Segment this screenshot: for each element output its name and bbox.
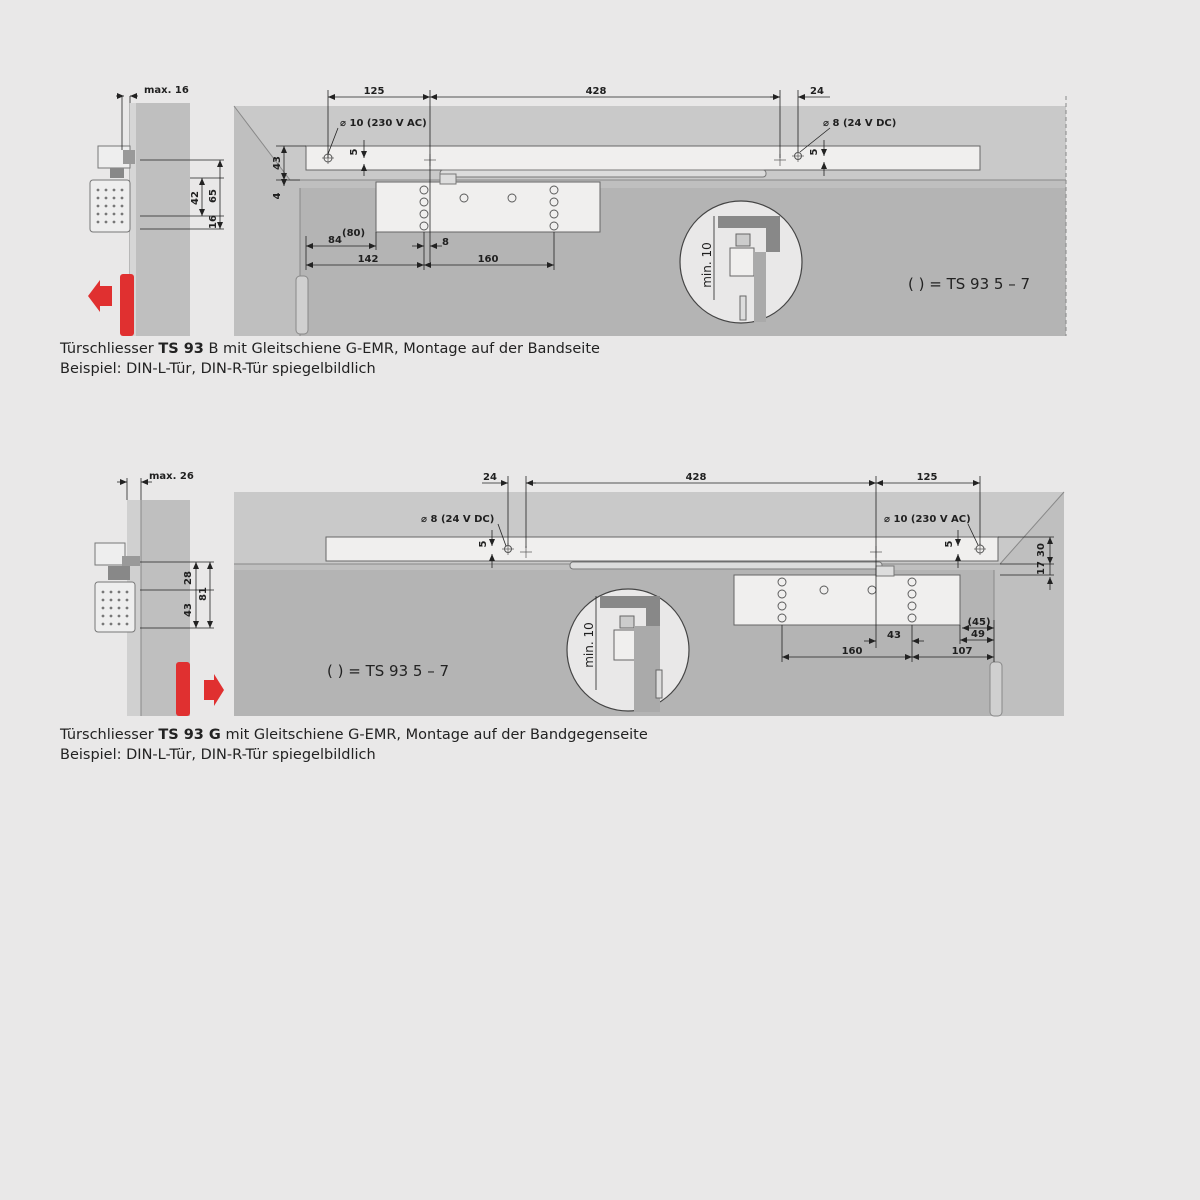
dim-17: 17 — [1036, 561, 1047, 575]
dim-428: 428 — [685, 472, 707, 483]
hinge-red — [176, 662, 190, 716]
caption-2 — [60, 725, 648, 765]
direction-arrow-right — [204, 674, 224, 706]
dim-107: 107 — [951, 646, 973, 657]
hole-label-230v: ⌀ 10 (230 V AC) — [340, 118, 427, 129]
dim-4: 4 — [272, 192, 283, 200]
detail-circle-1 — [680, 201, 802, 323]
min10-label: min. 10 — [582, 622, 596, 668]
dim-45: (45) — [967, 617, 991, 628]
caption-1 — [60, 339, 600, 379]
hinge-front — [296, 276, 308, 334]
hinge-red — [120, 274, 134, 336]
rail-profile — [95, 543, 125, 565]
dim-65: 65 — [208, 189, 219, 203]
dim-49: 49 — [971, 629, 985, 640]
closer-body — [734, 575, 960, 625]
legend-ts935-7: ( ) = TS 93 5 – 7 — [908, 275, 1031, 293]
dim-84: 84 — [328, 235, 342, 246]
dim-5-right: 5 — [809, 148, 820, 156]
dim-5-right: 5 — [944, 540, 955, 548]
caption-1-post: B mit Gleitschiene G-EMR, Montage auf der Bandseite — [203, 341, 600, 357]
front-view-2 — [234, 472, 1064, 716]
dim-43: 43 — [887, 630, 901, 641]
closer-body-side — [95, 582, 135, 632]
dim-43-vertical: 43 — [183, 603, 194, 617]
caption-2-post: mit Gleitschiene G-EMR, Montage auf der Bandgegenseite — [220, 727, 648, 743]
side-view-1 — [88, 85, 224, 336]
dim-8: 8 — [442, 237, 449, 248]
dim-5-left: 5 — [349, 148, 360, 156]
hinge-front — [990, 662, 1002, 716]
dim-42: 42 — [190, 191, 201, 205]
rail-arm — [440, 170, 766, 177]
dim-28: 28 — [183, 571, 194, 585]
caption-2-pre: Türschliesser — [60, 727, 159, 743]
closer-body-side — [90, 180, 130, 232]
slide-rail — [326, 537, 998, 561]
dim-125: 125 — [916, 472, 938, 483]
caption-2-model: TS 93 G — [158, 727, 221, 743]
dim-125: 125 — [363, 86, 385, 97]
min10-label: min. 10 — [700, 242, 714, 288]
dim-16: 16 — [208, 215, 219, 229]
direction-arrow-left — [88, 280, 112, 312]
dim-142: 142 — [357, 254, 379, 265]
max-label: max. 16 — [144, 85, 189, 96]
dim-30: 30 — [1036, 543, 1047, 557]
legend-ts935-7: ( ) = TS 93 5 – 7 — [327, 662, 450, 680]
dim-80: (80) — [342, 228, 366, 239]
max-label: max. 26 — [149, 471, 194, 482]
diagram-1 — [88, 85, 1066, 336]
caption-1-pre: Türschliesser — [60, 341, 159, 357]
dim-160: 160 — [477, 254, 499, 265]
detail-circle-2 — [567, 589, 689, 712]
caption-2-line2: Beispiel: DIN-L-Tür, DIN-R-Tür spiegelbildlich — [60, 747, 376, 763]
diagram-2 — [95, 471, 1064, 716]
dim-160: 160 — [841, 646, 863, 657]
dim-24: 24 — [483, 472, 497, 483]
dim-428: 428 — [585, 86, 607, 97]
front-view-1 — [234, 86, 1066, 336]
wall-section — [130, 103, 190, 336]
dim-81: 81 — [198, 587, 209, 601]
hole-label-24v: ⌀ 8 (24 V DC) — [823, 118, 897, 129]
slide-rail — [306, 146, 980, 170]
caption-1-model: TS 93 — [158, 341, 204, 357]
closer-body — [376, 182, 600, 232]
dim-5-left: 5 — [478, 540, 489, 548]
hole-label-230v: ⌀ 10 (230 V AC) — [884, 514, 971, 525]
hole-label-24v: ⌀ 8 (24 V DC) — [421, 514, 495, 525]
dim-43: 43 — [272, 156, 283, 170]
rail-arm — [570, 562, 882, 569]
dim-24: 24 — [810, 86, 824, 97]
side-view-2 — [95, 471, 224, 716]
caption-1-line2: Beispiel: DIN-L-Tür, DIN-R-Tür spiegelbildlich — [60, 361, 376, 377]
